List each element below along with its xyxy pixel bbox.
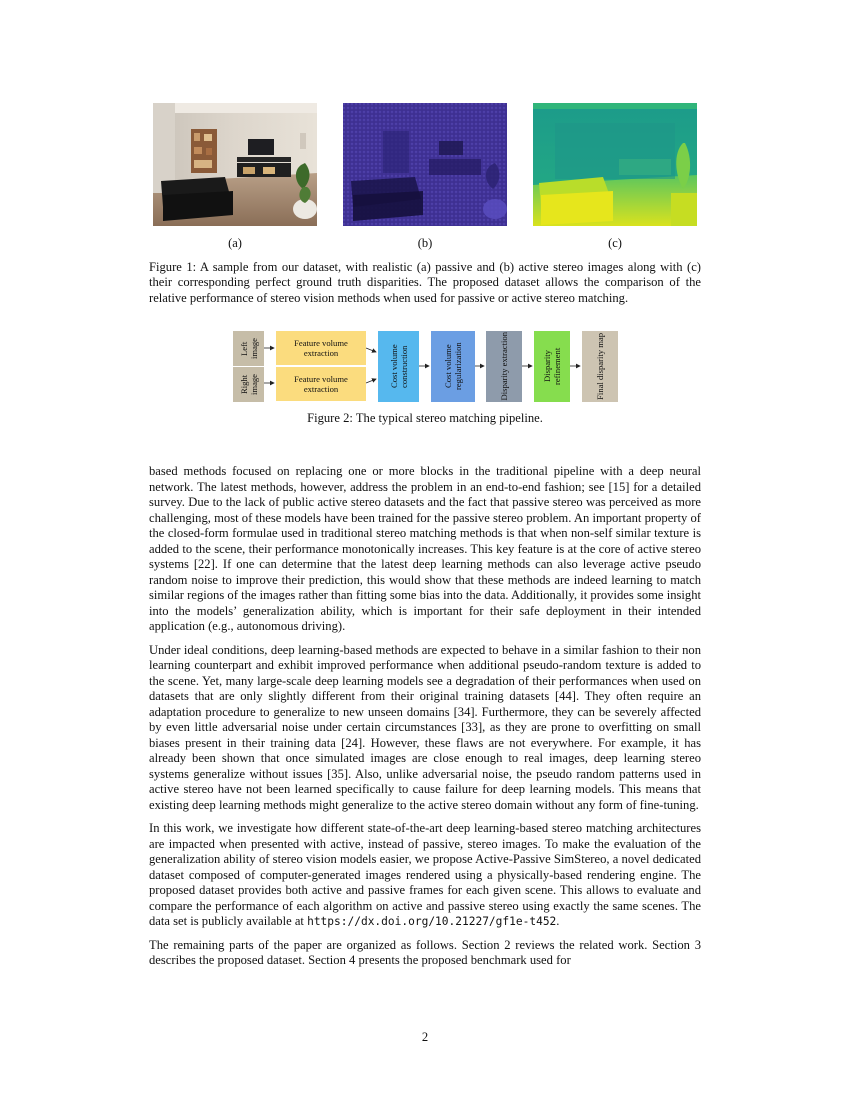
disparity-map (533, 103, 697, 226)
feature-extraction-bottom-label: Feature volume extraction (294, 374, 348, 394)
active-stereo-image (343, 103, 507, 226)
feature-extraction-top-box (276, 331, 366, 365)
paragraph-2: Under ideal conditions, deep learning-based methods are expected to behave in a similar fashion to their non learning counterpart and exhibit improved performance when additional pseudo-random texture is added to the scene. Yet, many large-scale deep learning models see a degradation of their performances when used on datasets that are only slightly different from their original training datasets [44]. They often require an adaptation procedure to generalize to new unseen domains [34]. Furthermore, they can be severely affected by even little adversarial noise under certain circumstances [33], as they are prone to overfitting on small biases present in their training data [24]. However, these flaws are not everywhere. For example, it has already been shown that once simulated images are close enough to real images, deep learning stereo systems generalize without issues [35]. Also, unlike adversarial noise, the pseudo random patterns used in active stereo have not been learned specifically to cause failure for deep learning models. This means that existing deep learning methods might generalize to the active stereo domain without any form of fine-tuning. (149, 642, 701, 812)
right-image-label: Right image (238, 374, 259, 395)
left-image-label: Left image (238, 338, 259, 359)
final-disparity-map-box (582, 331, 618, 402)
sublabel-b: (b) (417, 236, 433, 250)
right-image-box (233, 367, 264, 402)
paragraph-1: based methods focused on replacing one or more blocks in the traditional pipeline with a deep neural network. The latest methods, however, address the problem in an end-to-end fashion; see [15] for a detailed survey. Due to the lack of public active stereo datasets and the fact that passive stereo was perceived as more challenging, most of these models have been trained for the passive stereo problem. An important property of the closed-form formulae used in traditional stereo matching methods is that when non-self similar texture is added to the scene, their performance monotonically increases. This key feature is at the core of active stereo systems [22]. If one can determine that the latest deep learning methods can also leverage active pseudo random noise to improve their prediction, this would show that these methods are indeed learning to match similar regions of the images rather than fitting some bias into the data. Additionally, it provides some insight into the models’ generalization ability, which is important for their safe deployment in their intended application (e.g., autonomous driving). (149, 464, 701, 633)
cost-volume-construction-label: Cost volume construction (388, 344, 409, 389)
paragraph-4: The remaining parts of the paper are organized as follows. Section 2 reviews the related work. Section 3 describes the proposed dataset. Section 4 presents the proposed benchmark used for (149, 937, 701, 967)
feature-extraction-bottom-box (276, 367, 366, 401)
figure1-image-a-passive (153, 103, 317, 226)
paragraph-3 (149, 821, 701, 930)
left-image-box (233, 331, 264, 366)
dataset-url-link[interactable]: https://dx.doi.org/10.21227/gf1e-t452 (307, 915, 557, 928)
sublabel-c: (c) (608, 236, 622, 250)
final-disparity-map-label: Final disparity map (595, 333, 605, 400)
disparity-refinement-box (534, 331, 570, 402)
disparity-extraction-label: Disparity extraction (499, 332, 509, 401)
living-room-photo (153, 103, 317, 226)
page-number: 2 (421, 1030, 429, 1044)
disparity-extraction-box (486, 331, 522, 402)
figure1-image-b-active (343, 103, 507, 226)
paragraph-3-text: In this work, we investigate how different state-of-the-art deep learning-based stereo matching architectures are impacted when presented with active, instead of passive, stereo images. To make the evaluation of the generalization ability of stereo vision models easier, we propose Active-Passive SimStereo, a novel dedicated dataset composed of computer-generated images rendered using a physically-based rendering engine. The proposed dataset provides both active and passive frames for each given scene. This allows to evaluate and compare the performance of each algorithm on active and passive stereo using exactly the same scenes. The data set is publicly available at (149, 821, 701, 928)
cost-volume-construction-box (378, 331, 419, 402)
paragraph-3-end: . (556, 914, 560, 928)
figure1-image-c-disparity (533, 103, 697, 226)
cost-volume-regularization-label: Cost volume regularization (443, 342, 463, 391)
figure2-caption: Figure 2: The typical stereo matching pipeline. (307, 411, 543, 425)
disparity-refinement-label: Disparity refinement (542, 347, 562, 386)
body-text (149, 464, 701, 977)
figure1-caption: Figure 1: A sample from our dataset, with realistic (a) passive and (b) active stereo images along with (c) their corresponding perfect ground truth disparities. The proposed dataset allows the comparison of the relative performance of stereo vision methods when used for passive or active stereo matching. (149, 260, 701, 305)
cost-volume-regularization-box (431, 331, 475, 402)
feature-extraction-top-label: Feature volume extraction (294, 338, 348, 358)
sublabel-a: (a) (228, 236, 242, 250)
